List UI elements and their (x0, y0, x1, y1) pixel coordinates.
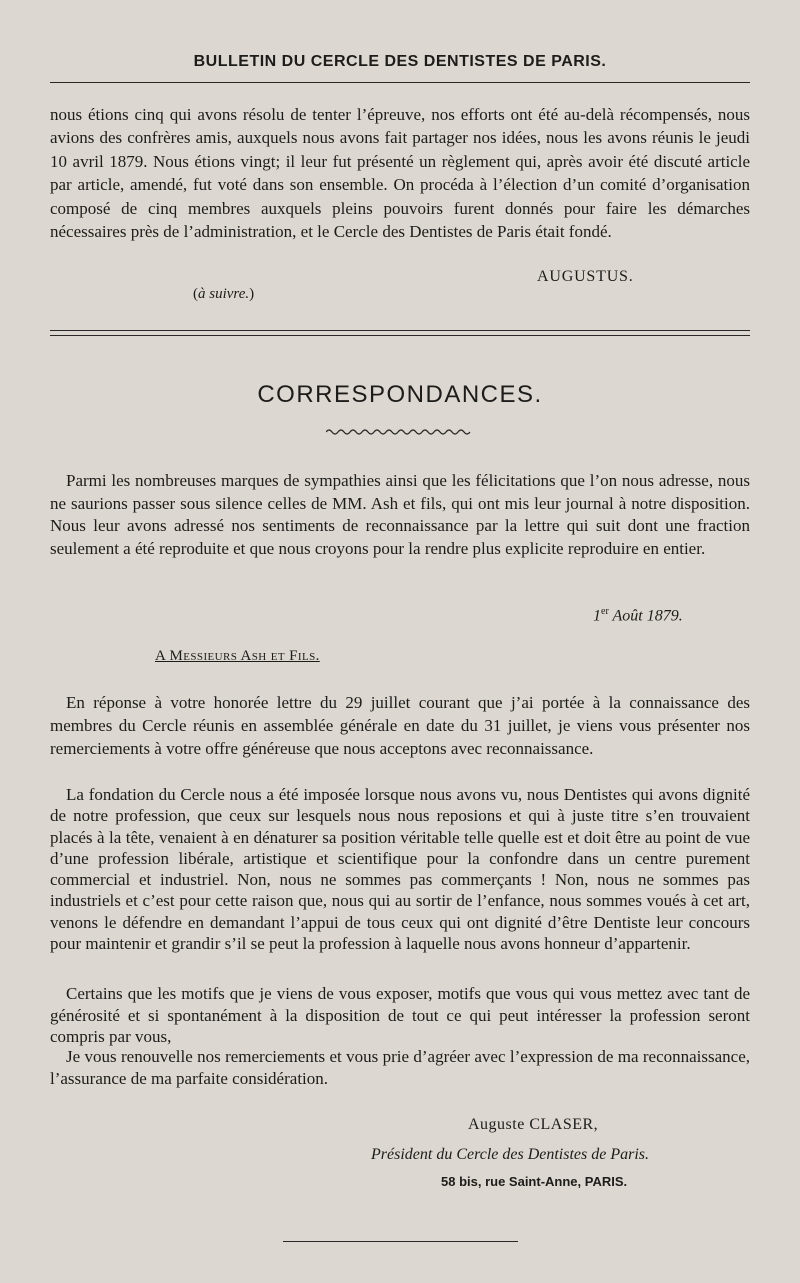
article-signature: AUGUSTUS. (537, 268, 634, 285)
section-intro: Parmi les nombreuses marques de sympathies ainsi que les félicitations que l’on nous adresse, nous ne saurions passer sous silence celles de MM. Ash et fils, qui ont mis leur journal à notre disposition. Nous leur avons adressé nos sentiments de reconnaissance par la lettre qui suit dont une fraction seulement a été reproduite et que nous croyons pour la rendre plus explicite reproduire en entier. (50, 471, 750, 558)
letter-signer-address: 58 bis, rue Saint-Anne, PARIS. (441, 1174, 628, 1189)
letter-signer-name: Auguste CLASER, (468, 1116, 599, 1133)
wavy-ornament (326, 427, 472, 437)
letter-date-suffix: er (601, 606, 609, 617)
letter-date (593, 606, 683, 625)
letter-paragraph: La fondation du Cercle nous a été imposée lorsque nous avons vu, nous Dentistes qui avons dignité de notre profession, que ceux sur lesquels nous nous reposions et qui à juste titre s’en trouvaient placés à la tête, venaient à en dénaturer sa position véritable telle quelle est et doit être au point de vue d’une profession libérale, artistique et scientifique pour la confondre dans un centre purement commercial et industriel. Non, nous ne sommes pas commerçants ! Non, nous ne sommes pas industriels et c’est pour cette raison que, nous qui au sortir de l’enfance, nous sommes voués à cet art, venons le défendre en demandant l’appui de tous ceux qui ont dignité d’être Dentiste leur concours pour maintenir et grandir s’il se peut la profession à laquelle nous avons honneur d’appartenir. (50, 785, 750, 954)
letter-paragraph: Je vous renouvelle nos remerciements et vous prie d’agréer avec l’expression de ma reconnaissance, l’assurance de ma parfaite considération. (50, 1047, 750, 1088)
letter-addressee: A Messieurs Ash et Fils. (155, 648, 320, 664)
letter-paragraph: En réponse à votre honorée lettre du 29 juillet courant que j’ai portée à la connaissance des membres du Cercle réunis en assemblée générale en date du 31 juillet, je viens vous présenter nos remerciements à votre offre généreuse que nous acceptons avec reconnaissance. (50, 693, 750, 758)
running-head: BULLETIN DU CERCLE DES DENTISTES DE PARIS. (193, 53, 607, 70)
bottom-rule (283, 1241, 518, 1242)
letter-signer-title: Président du Cercle des Dentistes de Paris. (371, 1146, 650, 1163)
section-title: CORRESPONDANCES. (257, 381, 543, 408)
letter-date-rest: Août 1879. (608, 607, 683, 625)
article-paragraph: nous étions cinq qui avons résolu de tenter l’épreuve, nos efforts ont été au-delà récompensés, nous avions des confrères amis, auxquels nous avons fait partager nos idées, nous les avons réunis le jeudi 10 avril 1879. Nous étions vingt; il leur fut présenté un règlement qui, après avoir été discuté article par article, amendé, fut voté dans son ensemble. On procéda à l’élection d’un comité d’organisation composé de cinq membres auxquels pleins pouvoirs furent donnés pour faire les démarches nécessaires près de l’administration, et le Cercle des Dentistes de Paris était fondé. (50, 105, 750, 242)
letter-paragraph: Certains que les motifs que je viens de vous exposer, motifs que vous qui vous mettez avec tant de générosité et si spontanément à la disposition de tout ce qui peut intéresser la profession seront compris par vous, (50, 984, 750, 1046)
to-be-continued-text: à suivre. (198, 286, 250, 302)
header-rule (50, 82, 750, 83)
to-be-continued-note: (à suivre.) (193, 286, 255, 302)
section-divider (50, 330, 750, 336)
letter-date-day: 1 (593, 607, 601, 625)
